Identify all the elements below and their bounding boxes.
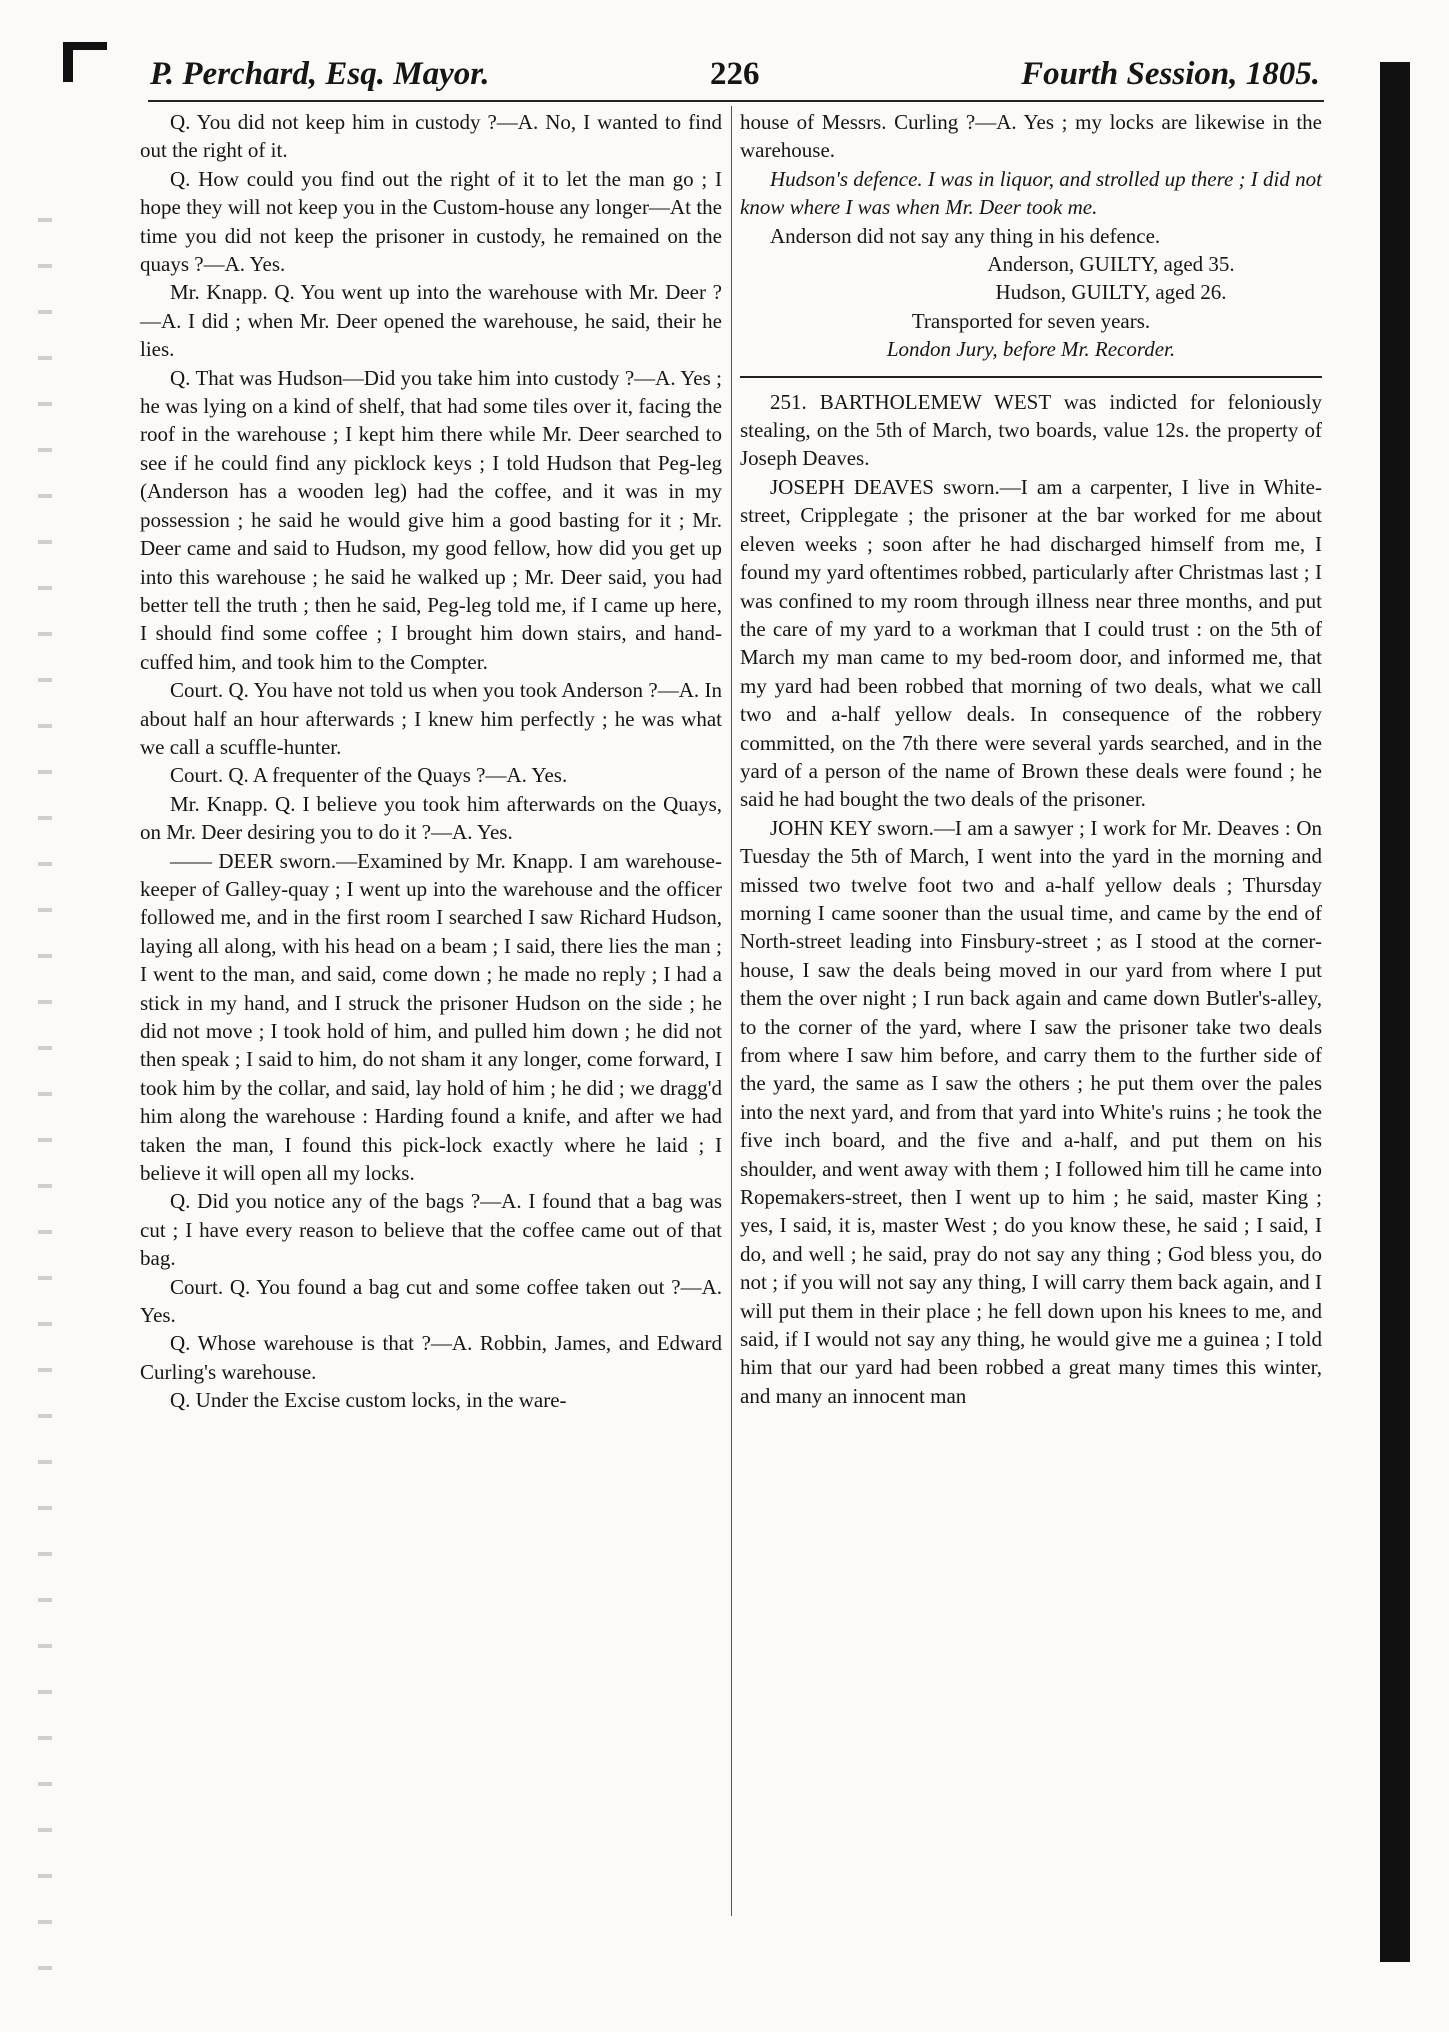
jury-line: London Jury, before Mr. Recorder. xyxy=(886,337,1176,362)
case-separator-rule xyxy=(740,376,1322,378)
paragraph: Court. Q. You found a bag cut and some coffee taken out ?—A. Yes. xyxy=(140,1274,722,1328)
defence-paragraph: Hudson's defence. I was in liquor, and strolled up there ; I did not know where I was when Mr. Deer took me. xyxy=(740,166,1322,220)
paragraph: Q. Whose warehouse is that ?—A. Robbin, James, and Edward Curling's warehouse. xyxy=(140,1331,722,1384)
paragraph: Q. That was Hudson—Did you take him into custody ?—A. Yes ; he was lying on a kind of shelf, that had some tiles over it, facing the roof in the warehouse ; I kept him there while Mr. Deer searched to see if he could find any picklock keys ; I told Hudson that Peg-leg (Anderson has a wooden leg) had the coffee, and it was in my possession ; he said he would give him a good basting for it ; Mr. Deer came and said to Hudson, my good fellow, how did you get up into this warehouse ; he said he walked up ; Mr. Deer said, you had better tell the truth ; then he said, Peg-leg told me, if I came up here, I should find some coffee ; I brought him down stairs, and hand-cuffed him, and took him to the Compter. xyxy=(140,365,722,674)
paragraph: —— DEER sworn.—Examined by Mr. Knapp. I am warehouse-keeper of Galley-quay ; I went up into the warehouse and the officer followed me, and in the first room I searched I saw Richard Hudson, laying all along, with his head on a beam ; I said, there lies the man ; I went to the man, and said, come down ; he made no reply ; I had a stick in my hand, and I struck the prisoner Hudson on the side ; he did not move ; I took hold of him, and pulled him down ; he did not then speak ; I said to him, do not sham it any longer, come forward, I took him by the collar, and said, lay hold of him ; he did ; we dragg'd him along the warehouse : Harding found a knife, and after we had taken the man, I found this pick-lock exactly where he laid ; I believe it will open all my locks. xyxy=(140,848,722,1186)
page-number: 226 xyxy=(710,56,760,92)
scan-edge-specks xyxy=(38,200,52,2000)
paragraph: Mr. Knapp. Q. I believe you took him afterwards on the Quays, on Mr. Deer desiring you to do it ?—A. Yes. xyxy=(140,791,722,845)
paragraph: JOSEPH DEAVES sworn.—I am a carpenter, I live in White-street, Cripplegate ; the prisoner at the bar worked for me about eleven weeks ; soon after he had discharged himself from me, I found my yard oftentimes robbed, particularly after Christmas last ; I was confined to my room through illness near three months, and put the care of my yard to a workman that I could trust : on the 5th of March my man came to my bed-room door, and informed me, that my yard had been robbed that morning of two deals, what we call two and a-half yellow deals. In consequence of the robbery committed, on the 7th there were several yards searched, and in the yard of a person of the name of Brown these deals were found ; he said he had bought the two deals of the prisoner. xyxy=(740,474,1322,812)
header-rule xyxy=(148,100,1324,102)
header-right: Fourth Session, 1805. xyxy=(1021,56,1320,92)
paragraph: Mr. Knapp. Q. You went up into the warehouse with Mr. Deer ?—A. I did ; when Mr. Deer opened the warehouse, he said, their he lies. xyxy=(140,280,722,362)
verdict-anderson: Anderson, GUILTY, aged 35. xyxy=(987,252,1235,277)
anderson-defence: Anderson did not say any thing in his defence. xyxy=(770,223,1161,248)
printer-corner-mark xyxy=(55,38,107,80)
paragraph: house of Messrs. Curling ?—A. Yes ; my locks are likewise in the warehouse. xyxy=(740,110,1322,163)
right-column xyxy=(740,108,1322,1410)
paragraph: Court. Q. A frequenter of the Quays ?—A. Yes. xyxy=(170,763,568,788)
scan-binding-edge xyxy=(1380,62,1410,1962)
paragraph: JOHN KEY sworn.—I am a sawyer ; I work for Mr. Deaves : On Tuesday the 5th of March, I went into the yard in the morning and missed two twelve foot two and a-half yellow deals ; Thursday morning I came sooner than the usual time, and came by the end of North-street leading into Finsbury-street ; as I stood at the corner-house, I saw the deals being moved in our yard from where I put them the over night ; I run back again and came down Butler's-alley, to the corner of the yard, where I saw the prisoner take two deals from where I saw him before, and carry them to the further side of the yard, the same as I saw the others ; he put them over the pales into the next yard, and from that yard into White's ruins ; he took the five inch board, and the five and a-half, and put them on his shoulder, and went away with them ; I followed him till he came into Ropemakers-street, then I went up to him ; he said, master King ; yes, I said, it is, master West ; do you know these, he said ; I said, I do, and well ; he said, pray do not say any thing ; God bless you, do not ; if you will not say any thing, I will carry them back again, and I will put them in their place ; he fell down upon his knees to me, and said, if I would not say any thing, he would give me a guinea ; I told him that our yard had been robbed a great many times this winter, and many an innocent man xyxy=(740,815,1322,1408)
paragraph: Court. Q. You have not told us when you took Anderson ?—A. In about half an hour afterwards ; I knew him perfectly ; he was what we call a scuffle-hunter. xyxy=(140,678,722,759)
sentence: Transported for seven years. xyxy=(911,308,1151,333)
paragraph: Q. Under the Excise custom locks, in the ware- xyxy=(170,1388,567,1413)
column-divider xyxy=(731,106,732,1916)
paragraph: Q. Did you notice any of the bags ?—A. I found that a bag was cut ; I have every reason to believe that the coffee came out of that bag. xyxy=(140,1189,722,1271)
case-intro: 251. BARTHOLEMEW WEST was indicted for feloniously stealing, on the 5th of March, two boards, value 12s. the property of Joseph Deaves. xyxy=(740,389,1322,471)
running-header xyxy=(150,56,1320,102)
header-left: P. Perchard, Esq. Mayor. xyxy=(150,56,490,92)
left-column xyxy=(140,108,722,1415)
paragraph: Q. How could you find out the right of it to let the man go ; I hope they will not keep you in the Custom-house any longer—At the time you did not keep the prisoner in custody, he remained on the quays ?—A. Yes. xyxy=(140,166,722,277)
paragraph: Q. You did not keep him in custody ?—A. No, I wanted to find out the right of it. xyxy=(140,110,722,163)
verdict-hudson: Hudson, GUILTY, aged 26. xyxy=(995,280,1227,305)
